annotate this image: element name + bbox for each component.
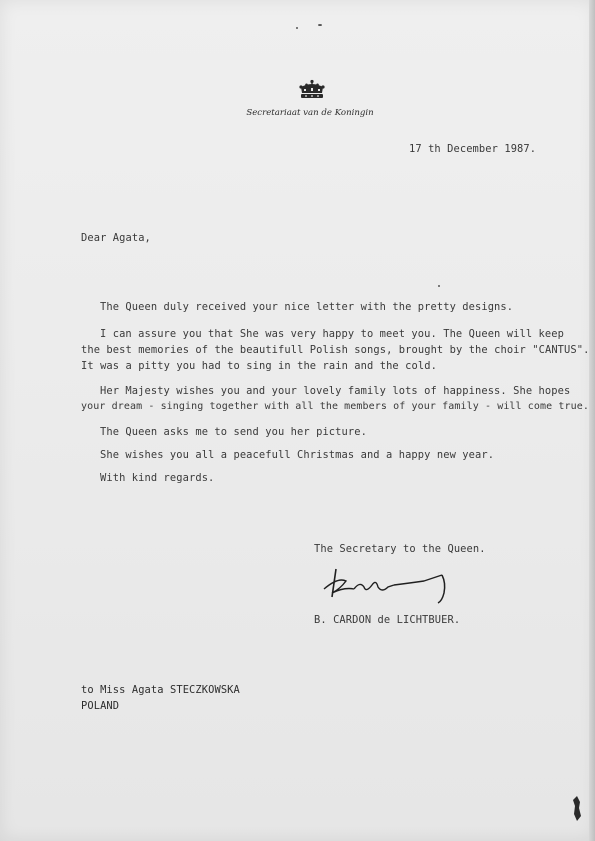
sender-title: The Secretary to the Queen.	[314, 543, 486, 555]
paper-clip-mark	[571, 794, 583, 822]
recipient-line-1: to Miss Agata STECZKOWSKA	[81, 684, 240, 696]
closing: With kind regards.	[100, 472, 215, 484]
royal-crown-icon	[297, 79, 327, 101]
paper-speck	[438, 285, 440, 287]
handwritten-signature	[320, 563, 460, 605]
page-edge	[589, 0, 595, 841]
paper-speck	[296, 27, 298, 29]
paper-speck	[318, 24, 322, 26]
body-paragraph-4: The Queen asks me to send you her picture.	[100, 426, 367, 438]
letter-date: 17 th December 1987.	[409, 143, 537, 155]
letterhead-org: Secretariaat van de Koningin	[246, 108, 374, 118]
body-paragraph-3-line-1: Her Majesty wishes you and your lovely family lots of happiness. She hopes	[100, 385, 571, 397]
body-paragraph-5: She wishes you all a peacefull Christmas and a happy new year.	[100, 449, 495, 461]
recipient-line-2: POLAND	[81, 700, 120, 712]
body-paragraph-1: The Queen duly received your nice letter with the pretty designs.	[100, 301, 514, 313]
salutation: Dear Agata,	[81, 232, 151, 244]
body-paragraph-3-line-2: your dream - singing together with all the members of your family - will come true.	[81, 401, 590, 412]
body-paragraph-2-line-2: the best memories of the beautifull Polish songs, brought by the choir "CANTUS".	[81, 344, 590, 356]
body-paragraph-2-line-1: I can assure you that She was very happy to meet you. The Queen will keep	[100, 328, 564, 340]
body-paragraph-2-line-3: It was a pitty you had to sing in the rain and the cold.	[81, 360, 437, 372]
sender-name: B. CARDON de LICHTBUER.	[314, 614, 461, 626]
